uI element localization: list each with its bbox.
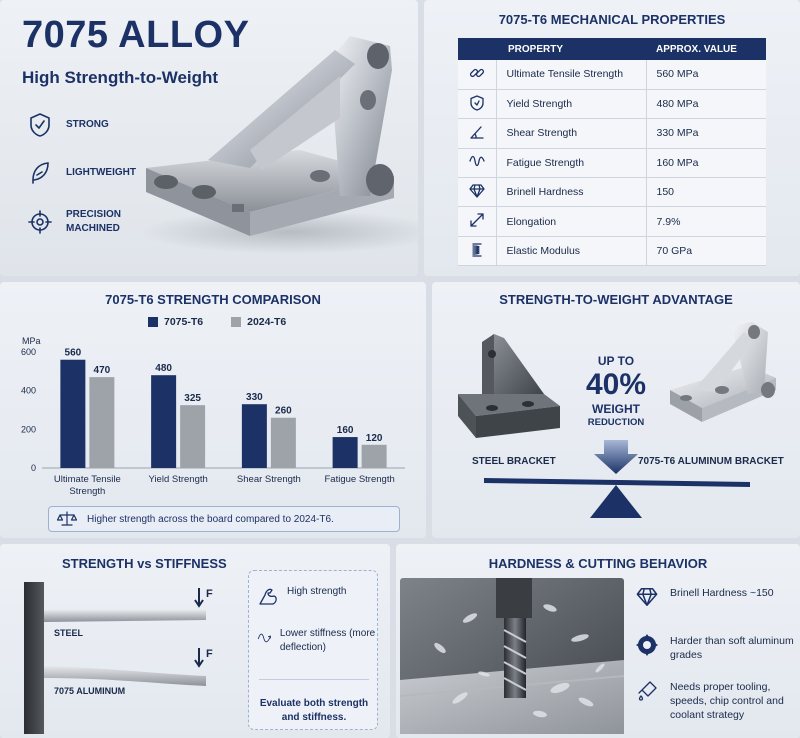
stiffness-title: STRENGTH vs STIFFNESS bbox=[62, 556, 227, 571]
advantage-title: STRENGTH-TO-WEIGHT ADVANTAGE bbox=[499, 292, 733, 307]
balance-scale-icon bbox=[57, 511, 77, 527]
hardness-item-text: Harder than soft aluminum grades bbox=[670, 635, 794, 661]
property-value: 160 MPa bbox=[646, 148, 766, 177]
stiffness-item-text: Lower stiffness (more deflection) bbox=[279, 628, 376, 653]
advantage-weight: WEIGHT bbox=[592, 402, 640, 416]
stiffness-item bbox=[257, 585, 346, 607]
chain-link-icon bbox=[469, 65, 485, 81]
x-tick-label: Shear Strength bbox=[236, 474, 301, 485]
y-axis-label: MPa bbox=[22, 336, 41, 346]
bar bbox=[180, 405, 205, 468]
steel-beam-label: STEEL bbox=[54, 628, 84, 638]
advantage-panel bbox=[432, 282, 800, 538]
properties-title: 7075-T6 MECHANICAL PROPERTIES bbox=[498, 12, 726, 27]
header-property: PROPERTY bbox=[496, 38, 646, 60]
property-name: Elongation bbox=[496, 207, 646, 236]
feature-strong bbox=[28, 112, 146, 138]
seesaw-fulcrum bbox=[590, 485, 642, 518]
stiffness-panel bbox=[0, 544, 390, 738]
legend-label: 7075-T6 bbox=[164, 316, 204, 328]
steel-bracket-image bbox=[458, 334, 560, 438]
coolant-drop-icon bbox=[636, 680, 658, 702]
property-name: Elastic Modulus bbox=[496, 236, 646, 265]
steel-beam bbox=[44, 610, 206, 622]
data-label: 120 bbox=[365, 432, 383, 444]
legend-item-2024 bbox=[231, 316, 286, 328]
data-label: 480 bbox=[155, 363, 172, 375]
shield-check-icon bbox=[28, 112, 52, 138]
aluminum-bracket-image bbox=[670, 322, 776, 422]
hero-subtitle: High Strength-to-Weight bbox=[22, 68, 219, 87]
bar bbox=[60, 360, 85, 468]
property-value: 480 MPa bbox=[646, 89, 766, 118]
property-name: Ultimate Tensile Strength bbox=[496, 60, 646, 89]
crosshair-icon bbox=[28, 209, 52, 235]
bar bbox=[151, 375, 176, 468]
bar bbox=[333, 437, 358, 468]
diamond-icon bbox=[469, 183, 485, 199]
x-tick-label: Fatigue Strength bbox=[324, 474, 395, 485]
steel-bracket-label: STEEL BRACKET bbox=[472, 456, 556, 467]
legend-label: 2024-T6 bbox=[247, 316, 287, 328]
properties-panel bbox=[424, 0, 800, 276]
fixed-wall bbox=[24, 582, 44, 734]
x-tick-label: Yield Strength bbox=[148, 474, 208, 485]
hero-title: 7075 ALLOY bbox=[22, 14, 250, 56]
comparison-note bbox=[48, 506, 400, 532]
bar-chart bbox=[0, 332, 426, 502]
stiffness-note: Evaluate both strength and stiffness. bbox=[259, 698, 369, 723]
data-label: 260 bbox=[275, 405, 292, 417]
hardness-item bbox=[636, 634, 800, 662]
hardness-item-text: Needs proper tooling, speeds, chip control and coolant strategy bbox=[670, 681, 784, 721]
property-name: Brinell Hardness bbox=[496, 178, 646, 207]
hardness-item bbox=[636, 586, 800, 608]
header-value: APPROX. VALUE bbox=[646, 38, 766, 60]
data-label: 560 bbox=[64, 347, 82, 359]
bar bbox=[242, 404, 267, 468]
properties-table bbox=[458, 38, 766, 266]
shear-angle-icon bbox=[469, 124, 485, 140]
y-tick-label: 0 bbox=[30, 463, 36, 473]
down-arrow-icon bbox=[594, 440, 638, 474]
data-label: 470 bbox=[93, 365, 111, 377]
property-name: Fatigue Strength bbox=[496, 148, 646, 177]
feature-precision bbox=[28, 208, 146, 236]
table-row bbox=[458, 89, 766, 118]
chart-legend bbox=[148, 316, 314, 328]
feature-lightweight bbox=[28, 160, 146, 186]
hero-panel bbox=[0, 0, 418, 276]
property-name: Yield Strength bbox=[496, 89, 646, 118]
bar bbox=[362, 445, 387, 468]
force-label: F bbox=[206, 588, 213, 600]
hardness-item bbox=[636, 680, 800, 722]
feature-label: PRECISION MACHINED bbox=[66, 209, 122, 234]
comparison-note-text: Higher strength across the board compared to 2024-T6. bbox=[87, 513, 334, 525]
advantage-percent: 40% bbox=[585, 368, 647, 401]
force-arrow-icon bbox=[195, 588, 203, 606]
comparison-panel bbox=[0, 282, 426, 538]
flexed-arm-icon bbox=[257, 585, 279, 607]
y-tick-label: 200 bbox=[20, 424, 36, 435]
feature-label: LIGHTWEIGHT bbox=[66, 167, 136, 178]
seesaw-beam bbox=[484, 478, 750, 487]
stiffness-item bbox=[257, 627, 377, 655]
property-value: 70 GPa bbox=[646, 236, 766, 265]
aluminum-beam-label: 7075 ALUMINUM bbox=[54, 686, 126, 696]
property-value: 150 bbox=[646, 178, 766, 207]
diagonal-arrow-icon bbox=[469, 212, 485, 228]
advantage-up-to: UP TO bbox=[597, 354, 635, 368]
property-name: Shear Strength bbox=[496, 119, 646, 148]
data-label: 330 bbox=[246, 392, 263, 404]
deflection-wave-icon bbox=[257, 627, 272, 649]
hardness-panel bbox=[396, 544, 800, 738]
table-row bbox=[458, 207, 766, 236]
stiffness-notes bbox=[248, 570, 378, 730]
data-label: 325 bbox=[184, 393, 201, 405]
property-value: 330 MPa bbox=[646, 119, 766, 148]
wave-icon bbox=[469, 153, 485, 169]
bar bbox=[89, 377, 114, 468]
shield-icon bbox=[469, 95, 485, 111]
hardness-item-text: Brinell Hardness ~150 bbox=[670, 587, 774, 599]
legend-swatch bbox=[231, 317, 241, 327]
table-row bbox=[458, 236, 766, 265]
bar bbox=[271, 418, 296, 468]
advantage-reduction: REDUCTION bbox=[587, 417, 645, 428]
beam-deflection-diagram bbox=[0, 544, 240, 738]
diamond-icon bbox=[636, 586, 658, 608]
divider bbox=[259, 679, 369, 680]
feature-label: STRONG bbox=[66, 119, 109, 130]
y-tick-label: 400 bbox=[20, 385, 36, 396]
x-tick-label: Strength bbox=[69, 486, 106, 497]
legend-swatch bbox=[148, 317, 158, 327]
hardness-title: HARDNESS & CUTTING BEHAVIOR bbox=[488, 556, 708, 571]
x-tick-label: Ultimate Tensile bbox=[53, 474, 121, 485]
table-row bbox=[458, 148, 766, 177]
y-tick-label: 600 bbox=[20, 347, 36, 357]
force-label: F bbox=[206, 648, 213, 660]
property-value: 560 MPa bbox=[646, 60, 766, 89]
table-row bbox=[458, 60, 766, 89]
table-header-row bbox=[458, 38, 766, 60]
legend-item-7075 bbox=[148, 316, 203, 328]
chart-title: 7075-T6 STRENGTH COMPARISON bbox=[105, 292, 321, 307]
property-value: 7.9% bbox=[646, 207, 766, 236]
saw-blade-icon bbox=[636, 634, 658, 656]
stiffness-item-text: High strength bbox=[287, 586, 347, 597]
spring-icon bbox=[469, 242, 485, 258]
data-label: 160 bbox=[336, 425, 354, 437]
force-arrow-icon bbox=[195, 648, 203, 666]
feather-icon bbox=[28, 160, 52, 186]
aluminum-beam bbox=[44, 666, 206, 686]
table-row bbox=[458, 178, 766, 207]
aluminum-bracket-label: 7075-T6 ALUMINUM BRACKET bbox=[638, 456, 784, 467]
table-row bbox=[458, 119, 766, 148]
milling-cutter-image bbox=[400, 578, 624, 734]
